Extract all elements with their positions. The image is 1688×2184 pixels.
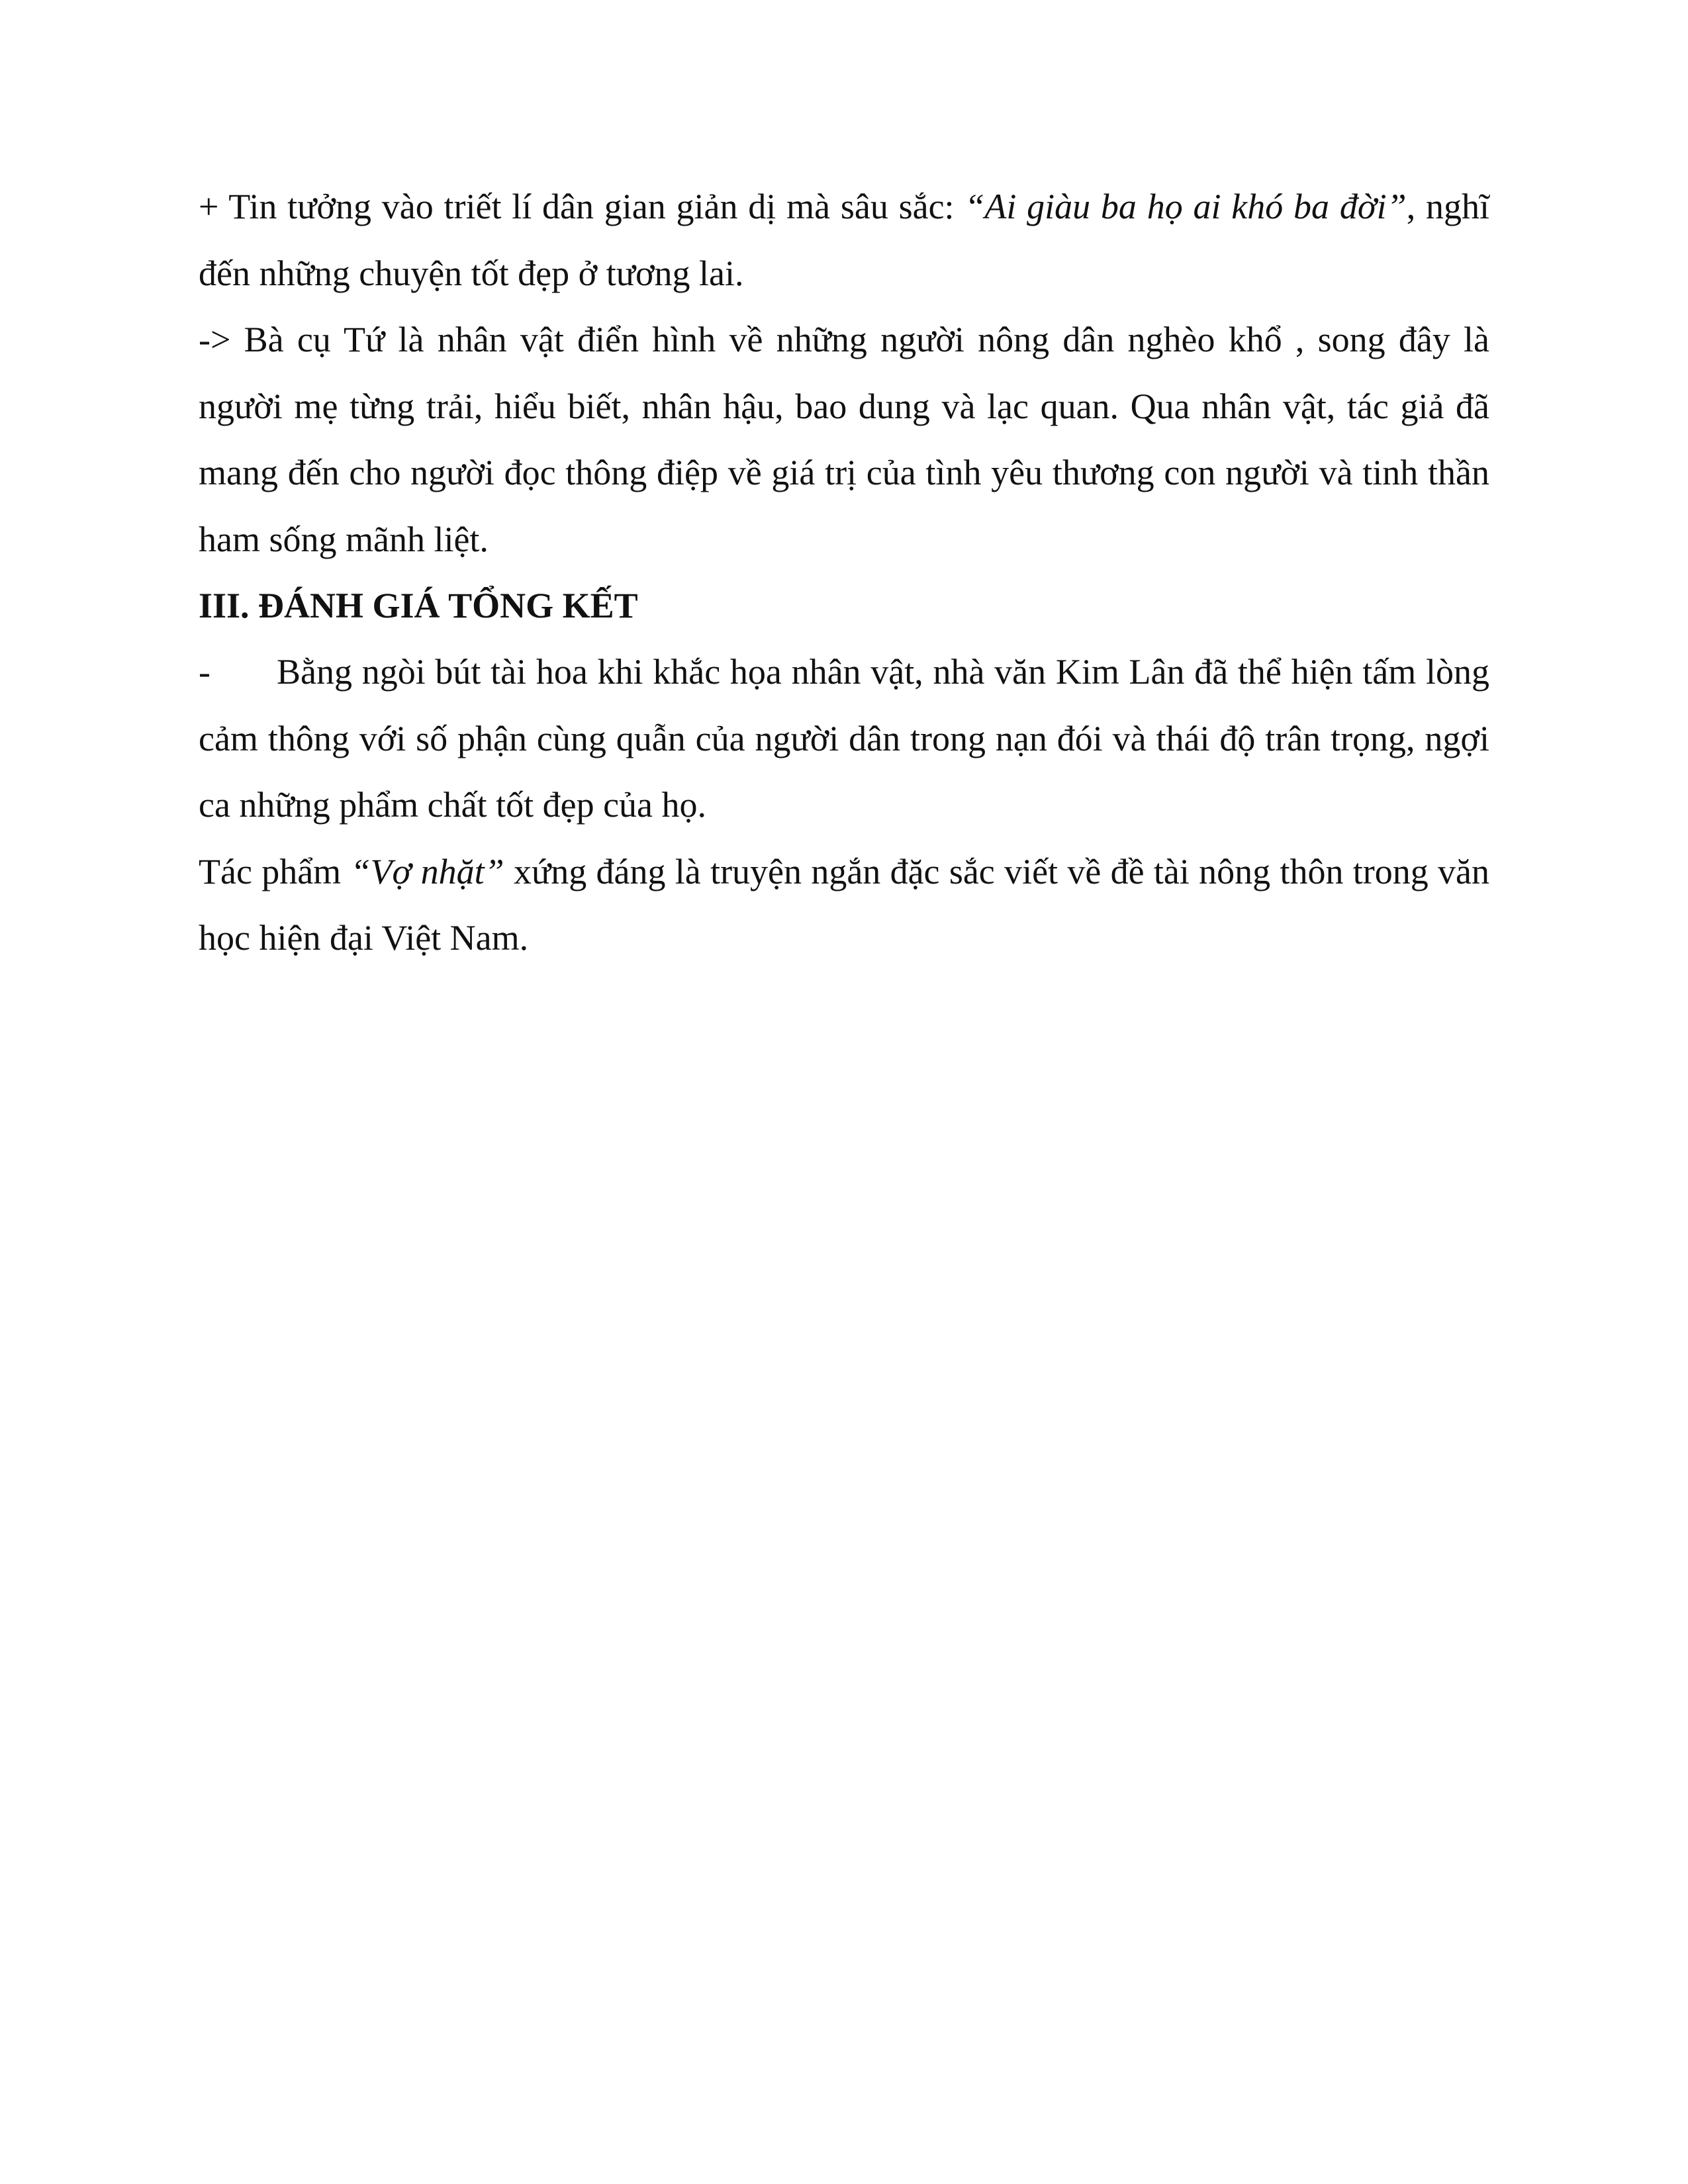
paragraph-conclusion-character: -> Bà cụ Tứ là nhân vật điển hình về những người nông dân nghèo khổ , song đây là người mẹ từng trải, hiểu biết, nhân hậu, bao dung và lạc quan. Qua nhân vật, tác giả đã mang đến cho người đọc thông điệp về giá trị của tình yêu thương con người và tinh thần ham sống mãnh liệt. — [199, 320, 1489, 559]
section-heading: III. ĐÁNH GIÁ TỔNG KẾT — [199, 586, 638, 625]
paragraph-belief-tail: , nghĩ đến những chuyện tốt đẹp ở tương lai. — [199, 187, 1489, 293]
paragraph-belief — [199, 173, 1489, 306]
bullet-dash: - — [199, 652, 211, 692]
document-page — [199, 173, 1489, 972]
proverb-quote: “Ai giàu ba họ ai khó ba đời” — [964, 187, 1407, 226]
paragraph-work-summary — [199, 839, 1489, 972]
paragraph-assessment — [199, 639, 1489, 839]
paragraph-work-summary-lead: Tác phẩm — [199, 851, 351, 891]
paragraph-assessment-text: Bằng ngòi bút tài hoa khi khắc họa nhân vật, nhà văn Kim Lân đã thể hiện tấm lòng cảm thông với số phận cùng quẫn của người dân trong nạn đói và thái độ trân trọng, ngợi ca những phẩm chất tốt đẹp của họ. — [199, 652, 1489, 825]
paragraph-work-summary-text: xứng đáng là truyện ngắn đặc sắc viết về đề tài nông thôn trong văn học hiện đại Việt Nam. — [199, 851, 1489, 958]
paragraph-belief-text: + Tin tưởng vào triết lí dân gian giản dị mà sâu sắc: — [199, 187, 965, 226]
work-title: “Vợ nhặt” — [350, 851, 504, 891]
